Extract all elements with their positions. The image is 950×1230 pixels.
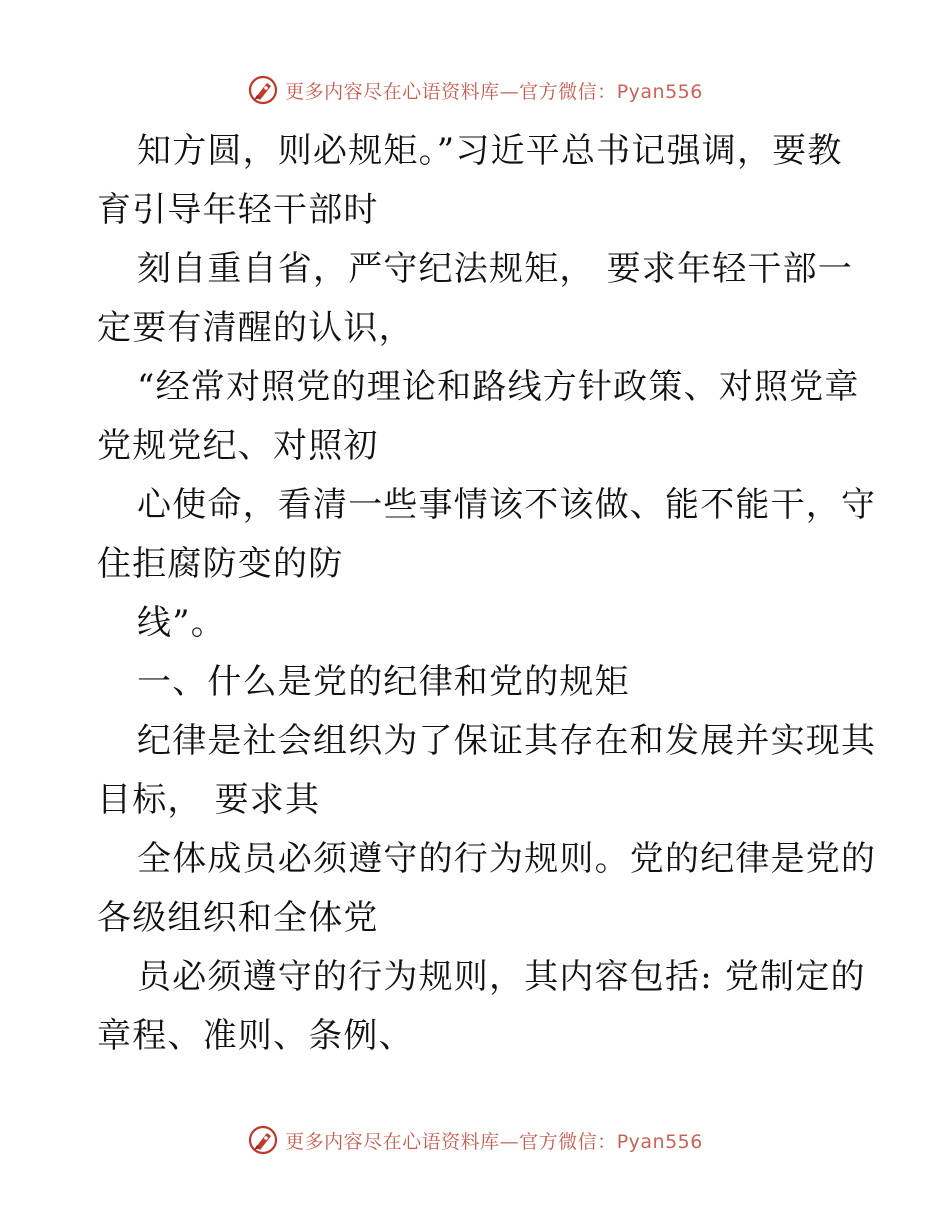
header-watermark — [0, 70, 950, 110]
watermark-brand: 更多内容尽在心语资料库 — [285, 80, 500, 103]
text-line: 住拒腐防变的防 — [97, 544, 344, 584]
pen-nib-logo-icon — [247, 1124, 279, 1156]
watermark-brand: 更多内容尽在心语资料库 — [285, 1130, 500, 1153]
text-line: “经常对照党的理论和路线方针政策、对照党章 — [137, 367, 860, 407]
watermark-official-label: 官方微信： — [519, 1130, 617, 1153]
footer-watermark — [0, 1120, 950, 1160]
text-line: 全体成员必须遵守的行为规则。党的纪律是党的 — [137, 839, 877, 879]
text-line: 育引导年轻干部时 — [97, 190, 379, 230]
pen-nib-logo-icon — [247, 74, 279, 106]
text-line: 知方圆，则必规矩。”习近平总书记强调，要教 — [137, 131, 843, 171]
text-line: 党规党纪、对照初 — [97, 426, 379, 466]
text-line: 章程、准则、条例、 — [97, 1016, 414, 1056]
watermark-official-label: 官方微信： — [519, 80, 617, 103]
watermark-wechat-id: Pyan556 — [616, 80, 703, 103]
text-line: 刻自重自省，严守纪法规矩， 要求年轻干部一 — [137, 249, 854, 289]
text-line: 线”。 — [137, 603, 226, 643]
watermark-text — [285, 77, 703, 104]
text-line: 员必须遵守的行为规则，其内容包括: 党制定的 — [137, 957, 866, 997]
text-line: 心使命，看清一些事情该不该做、能不能干，守 — [137, 485, 877, 525]
watermark-wechat-id: Pyan556 — [616, 1130, 703, 1153]
watermark-text — [285, 1127, 703, 1154]
watermark-separator: — — [499, 1130, 520, 1153]
watermark-separator: — — [499, 80, 520, 103]
document-body — [97, 122, 877, 1066]
text-line: 定要有清醒的认识， — [97, 308, 414, 348]
text-line: 纪律是社会组织为了保证其存在和发展并实现其 — [137, 721, 877, 761]
section-heading: 一、什么是党的纪律和党的规矩 — [137, 662, 630, 702]
text-line: 各级组织和全体党 — [97, 898, 379, 938]
text-line: 目标， 要求其 — [97, 780, 321, 820]
